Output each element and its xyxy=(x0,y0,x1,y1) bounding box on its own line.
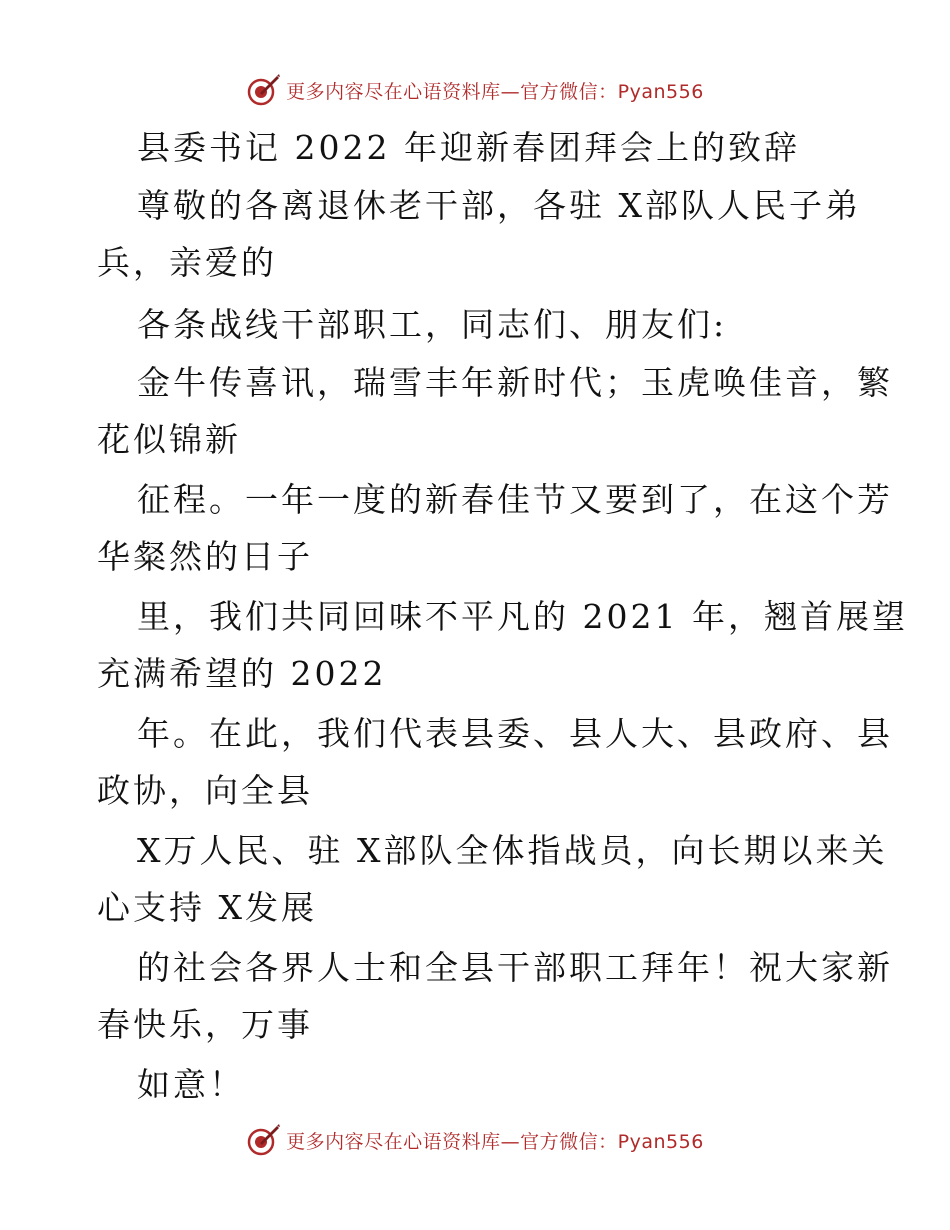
paragraph-line: 花似锦新 xyxy=(97,420,241,459)
watermark-text: 更多内容尽在心语资料库—官方微信：Pyan556 xyxy=(286,1130,704,1153)
paragraph-line: 金牛传喜讯，瑞雪丰年新时代；玉虎唤佳音，繁 xyxy=(137,363,893,402)
paragraph-line: 政协，向全县 xyxy=(97,771,313,810)
paragraph-line: 尊敬的各离退休老干部，各驻 X部队人民子弟 xyxy=(137,186,861,225)
paragraph-line: 心支持 X发展 xyxy=(97,888,317,927)
paragraph-line: 如意！ xyxy=(137,1065,245,1104)
paragraph-line: 年。在此，我们代表县委、县人大、县政府、县 xyxy=(137,714,893,753)
paragraph-line: 兵，亲爱的 xyxy=(97,243,277,282)
footer-watermark xyxy=(0,1120,950,1160)
paragraph-line: 春快乐，万事 xyxy=(97,1005,313,1044)
document-title: 县委书记 2022 年迎新春团拜会上的致辞 xyxy=(137,128,800,167)
paragraph-line: 里，我们共同回味不平凡的 2021 年，翘首展望 xyxy=(137,597,908,636)
paragraph-line: X万人民、驻 X部队全体指战员，向长期以来关 xyxy=(137,831,888,870)
watermark-text: 更多内容尽在心语资料库—官方微信：Pyan556 xyxy=(286,80,704,103)
paragraph-line: 充满希望的 2022 xyxy=(97,654,387,693)
paragraph-line: 的社会各界人士和全县干部职工拜年！祝大家新 xyxy=(137,948,893,987)
paragraph-line: 华粲然的日子 xyxy=(97,537,313,576)
quill-seal-icon xyxy=(246,1123,280,1157)
paragraph-line: 征程。一年一度的新春佳节又要到了，在这个芳 xyxy=(137,480,893,519)
paragraph-line: 各条战线干部职工，同志们、朋友们: xyxy=(137,305,728,344)
